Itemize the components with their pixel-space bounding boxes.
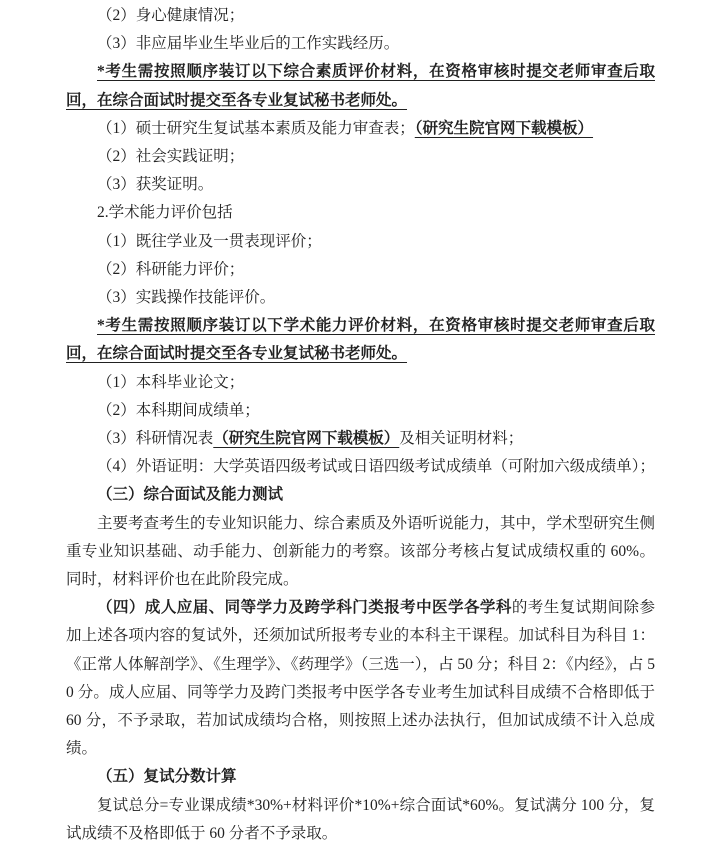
bold-underlined-text-run: *考生需按照顺序装订以下综合素质评价材料，在资格审核时提交老师审查后取回，在综合面试时提交至各专业复试秘书老师处。 (66, 63, 655, 109)
text-run: 2.学术能力评价包括 (97, 204, 233, 222)
paragraph (66, 228, 655, 256)
paragraph (66, 115, 655, 143)
text-run: （2）科研能力评价； (97, 260, 245, 278)
text-run: （3）获奖证明。 (97, 176, 214, 194)
text-run: 主要考查考生的专业知识能力、综合素质及外语听说能力，其中，学术型研究生侧重专业知识基础、动手能力、创新能力的考察。该部分考核占复试成绩权重的 60%。同时，材料评价也在此阶段完成。 (66, 514, 656, 589)
paragraph (66, 510, 655, 595)
text-run: （1）硕士研究生复试基本素质及能力审查表； (97, 119, 415, 137)
paragraph (66, 397, 655, 425)
paragraph (66, 143, 655, 171)
paragraph (66, 481, 655, 509)
paragraph (66, 792, 655, 847)
text-run: （4）外语证明：大学英语四级考试或日语四级考试成绩单（可附加六级成绩单）； (97, 458, 656, 476)
paragraph (66, 58, 655, 114)
bold-underlined-text-run: （研究生院官网下载模板） (213, 430, 400, 448)
paragraph (66, 369, 655, 397)
paragraph (66, 171, 655, 199)
text-run: （2）社会实践证明； (97, 148, 245, 166)
paragraph (66, 594, 655, 763)
document-body (66, 2, 655, 847)
text-run: （2）本科期间成绩单； (97, 401, 260, 419)
text-run: 的考生复试期间除参加上述各项内容的复试外，还须加试所报考专业的本科主干课程。加试科目为科目 1：《正常人体解剖学》、《生理学》、《药理学》（三选一），占 50 分；科目 2：《内经》，占 50 分。成人应届、同等学力及跨门类报考中医学各专业考生加试科目成绩不合格即低于 60 分，不予录取，若加试成绩均合格，则按照上述办法执行，但加试成绩不计入总成绩。 (66, 599, 656, 758)
paragraph (66, 2, 655, 30)
paragraph (66, 256, 655, 284)
paragraph (66, 453, 655, 481)
text-run: （3）科研情况表 (97, 430, 214, 448)
text-run: （1）本科毕业论文； (97, 373, 245, 391)
paragraph (66, 30, 655, 58)
bold-text-run: （四）成人应届、同等学力及跨学科门类报考中医学各学科 (97, 599, 512, 617)
paragraph (66, 312, 655, 368)
text-run: （3）非应届毕业生毕业后的工作实践经历。 (97, 35, 400, 53)
bold-text-run: （五）复试分数计算 (97, 768, 237, 786)
text-run: （3）实践操作技能评价。 (97, 289, 276, 307)
paragraph (66, 425, 655, 453)
paragraph (66, 284, 655, 312)
bold-underlined-text-run: *考生需按照顺序装订以下学术能力评价材料，在资格审核时提交老师审查后取回，在综合面试时提交至各专业复试秘书老师处。 (66, 317, 655, 363)
text-run: （2）身心健康情况； (97, 7, 245, 24)
paragraph (66, 199, 655, 227)
bold-text-run: （三）综合面试及能力测试 (97, 486, 284, 504)
bold-underlined-text-run: （研究生院官网下载模板） (414, 119, 594, 137)
text-run: 及相关证明材料； (399, 430, 524, 448)
text-run: 复试总分=专业课成绩*30%+材料评价*10%+综合面试*60%。复试满分 100 分，复试成绩不及格即低于 60 分者不予录取。 (66, 796, 655, 842)
text-run: （1）既往学业及一贯表现评价； (97, 232, 322, 250)
paragraph (66, 763, 655, 791)
